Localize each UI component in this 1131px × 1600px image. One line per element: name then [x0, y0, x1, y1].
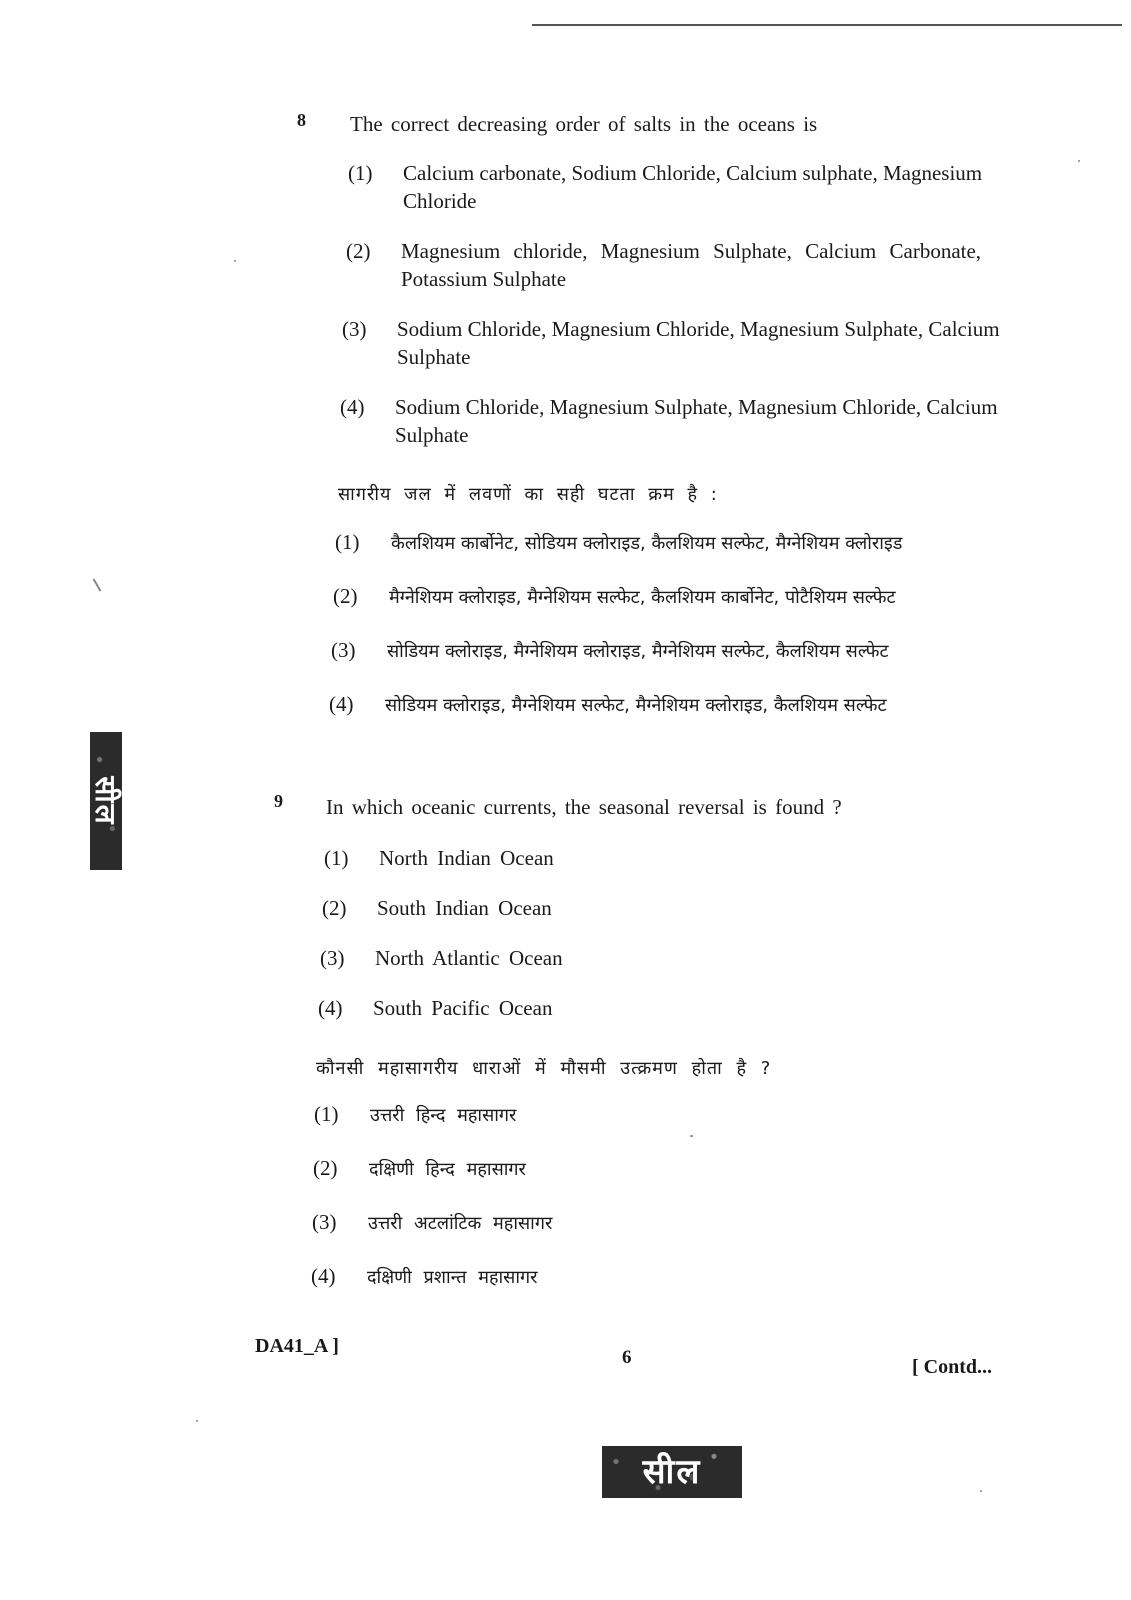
scan-speck	[1078, 160, 1080, 162]
q9-hi-option-4-text: दक्षिणी प्रशान्त महासागर	[367, 1267, 538, 1288]
q8-option-4-label: (4)	[340, 395, 365, 419]
scan-speck	[234, 260, 236, 262]
side-seal-text: सील	[89, 776, 122, 826]
q9-stem-english: In which oceanic currents, the seasonal reversal is found ?	[326, 795, 842, 819]
scan-speck	[690, 1135, 693, 1137]
q9-hi-option-1-label: (1)	[314, 1102, 339, 1126]
q9-option-2-text: South Indian Ocean	[377, 896, 552, 920]
top-rule	[532, 24, 1122, 26]
q8-hi-option-1-text: कैलशियम कार्बोनेट, सोडियम क्लोराइड, कैलशियम सल्फेट, मैग्नेशियम क्लोराइड	[391, 533, 903, 554]
q8-option-2-label: (2)	[346, 239, 371, 263]
q8-option-2-line1: Magnesium chloride, Magnesium Sulphate, Calcium Carbonate,	[401, 239, 982, 263]
q9-hi-option-2-text: दक्षिणी हिन्द महासागर	[369, 1159, 526, 1180]
q8-hi-option-1-label: (1)	[335, 530, 360, 554]
q9-option-2-hindi	[313, 1156, 526, 1181]
q8-option-3-hindi	[331, 638, 889, 663]
q9-option-4-text: South Pacific Ocean	[373, 996, 553, 1020]
q8-option-1-label: (1)	[348, 161, 373, 185]
scan-speck	[196, 1420, 198, 1422]
q9-option-1-text: North Indian Ocean	[379, 846, 554, 870]
q8-hi-option-4-text: सोडियम क्लोराइड, मैग्नेशियम सल्फेट, मैग्नेशियम क्लोराइड, कैलशियम सल्फेट	[385, 695, 887, 716]
q8-option-1-line2: Chloride	[403, 189, 477, 213]
paper-code: DA41_A ]	[255, 1335, 339, 1357]
q8-hi-option-2-text: मैग्नेशियम क्लोराइड, मैग्नेशियम सल्फेट, कैलशियम कार्बोनेट, पोटैशियम सल्फेट	[389, 587, 896, 608]
q8-stem-english: The correct decreasing order of salts in the oceans is	[350, 112, 818, 136]
q9-option-4-hindi	[311, 1264, 538, 1289]
q8-option-3-line1: Sodium Chloride, Magnesium Chloride, Magnesium Sulphate, Calcium	[397, 317, 1000, 341]
q9-option-3-label: (3)	[320, 946, 345, 970]
q9-option-1-hindi	[314, 1102, 516, 1127]
q8-hi-option-4-label: (4)	[329, 692, 354, 716]
q8-option-4-hindi	[329, 692, 887, 717]
q8-hi-option-3-label: (3)	[331, 638, 356, 662]
page-number: 6	[622, 1347, 632, 1368]
bottom-seal-stamp	[602, 1446, 742, 1498]
q8-option-4-line1: Sodium Chloride, Magnesium Sulphate, Magnesium Chloride, Calcium	[395, 395, 998, 419]
q8-option-3-line2: Sulphate	[397, 345, 471, 369]
q9-hi-option-4-label: (4)	[311, 1264, 336, 1288]
q9-option-4-label: (4)	[318, 996, 343, 1020]
q9-hi-option-3-text: उत्तरी अटलांटिक महासागर	[368, 1213, 553, 1234]
scan-speck	[93, 578, 102, 591]
q9-hi-option-2-label: (2)	[313, 1156, 338, 1180]
q9-number: 9	[274, 791, 283, 811]
bottom-seal-text: सील	[642, 1452, 702, 1492]
q9-option-3-hindi	[312, 1210, 552, 1235]
q9-hi-option-3-label: (3)	[312, 1210, 337, 1234]
side-seal-stamp	[90, 732, 122, 870]
q8-option-2-line2: Potassium Sulphate	[401, 267, 567, 291]
q9-hi-option-1-text: उत्तरी हिन्द महासागर	[370, 1105, 517, 1126]
q9-option-1-label: (1)	[324, 846, 349, 870]
q8-hi-option-2-label: (2)	[333, 584, 358, 608]
q8-option-2-hindi	[333, 584, 896, 609]
scan-speck	[980, 1490, 982, 1492]
q8-option-1-hindi	[335, 530, 902, 555]
continued-label: [ Contd...	[912, 1356, 993, 1378]
q8-hi-option-3-text: सोडियम क्लोराइड, मैग्नेशियम क्लोराइड, मैग्नेशियम सल्फेट, कैलशियम सल्फेट	[387, 641, 889, 662]
q8-option-4-line2: Sulphate	[395, 423, 469, 447]
q8-option-1-line1: Calcium carbonate, Sodium Chloride, Calcium sulphate, Magnesium	[403, 161, 983, 185]
q8-option-3-label: (3)	[342, 317, 367, 341]
q8-stem-hindi: सागरीय जल में लवणों का सही घटता क्रम है :	[338, 484, 718, 505]
q8-number: 8	[297, 110, 306, 130]
q9-stem-hindi: कौनसी महासागरीय धाराओं में मौसमी उत्क्रमण होता है ?	[316, 1058, 772, 1079]
q9-option-2-label: (2)	[322, 896, 347, 920]
q9-option-3-text: North Atlantic Ocean	[375, 946, 563, 970]
